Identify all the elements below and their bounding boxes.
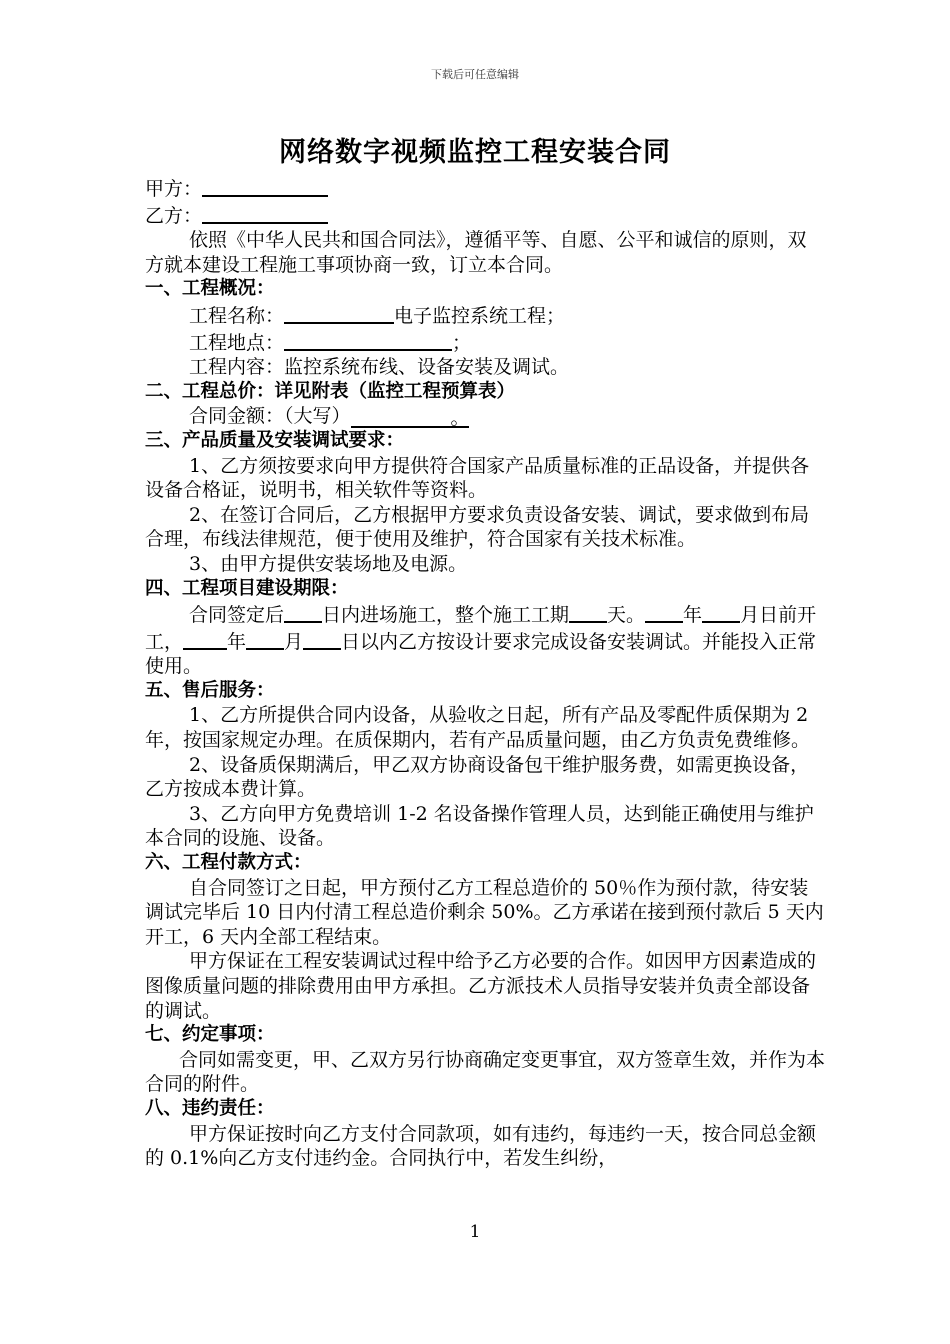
section-6-paragraph-2: 甲方保证在工程安装调试过程中给予乙方必要的合作。如因甲方因素造成的图像质量问题的排除费用由甲方承担。乙方派技术人员指导安装并负责全部设备的调试。 [145, 950, 817, 1022]
section-7-heading: 七、约定事项： [145, 1024, 275, 1046]
party-a-line [145, 175, 825, 202]
entry-days-blank [284, 601, 322, 623]
section-5-paragraph-3: 3、乙方向甲方免费培训 1-2 名设备操作管理人员，达到能正确使用与维护本合同的设施、设备。 [145, 802, 814, 850]
finish-day-blank [303, 628, 341, 650]
page-number: 1 [469, 1222, 481, 1242]
duration-days-blank [569, 601, 607, 623]
schedule-text-2: 日内进场施工，整个施工工期 [322, 604, 570, 627]
schedule-text-5: 月日前开工， [145, 604, 817, 653]
project-location-blank [284, 329, 452, 351]
section-4-paragraph [145, 601, 825, 679]
section-1-heading: 一、工程概况： [145, 278, 275, 300]
project-location-label: 工程地点： [189, 331, 285, 354]
project-name-label: 工程名称： [189, 304, 285, 327]
section-5-heading: 五、售后服务： [145, 679, 275, 701]
section-8-heading: 八、违约责任： [145, 1097, 275, 1119]
section-5-paragraph-2: 2、设备质保期满后，甲乙双方协商设备包干维护服务费，如需更换设备，乙方按成本费计算。 [145, 753, 810, 801]
section-2-heading: 二、工程总价：详见附表（监控工程预算表） [145, 380, 516, 402]
contract-amount-end: 。 [450, 407, 470, 430]
section-5-paragraph-1: 1、乙方所提供合同内设备，从验收之日起，所有产品及零配件质保期为 2 年，按国家规定办理。在质保期内，若有产品质量问题，由乙方负责免费维修。 [145, 704, 811, 752]
page-header: 下载后可任意编辑 [431, 68, 519, 81]
section-4-heading: 四、工程项目建设期限： [145, 577, 349, 599]
schedule-text-7: 月 [284, 630, 304, 653]
party-a-label: 甲方： [145, 178, 203, 200]
party-a-blank [202, 175, 328, 197]
section-7-paragraph: 合同如需变更，甲、乙双方另行协商确定变更事宜，双方签章生效，并作为本合同的附件。 [145, 1048, 826, 1096]
schedule-text-8: 日以内乙方按设计要求完成设备安装调试。并能投入正常使用。 [145, 630, 817, 678]
schedule-text-6: 年 [227, 630, 247, 653]
contract-amount-label: 合同金额：（大写） [189, 405, 351, 428]
project-name-blank [284, 302, 394, 324]
section-6-heading: 六、工程付款方式： [145, 852, 312, 874]
section-3-paragraph-2: 2、在签订合同后，乙方根据甲方要求负责设备安装、调试，要求做到布局合理，布线法律规范，便于使用及维护，符合国家有关技术标准。 [145, 503, 810, 551]
schedule-text-1: 合同签定后 [189, 604, 285, 627]
party-b-blank [202, 202, 328, 224]
section-8-paragraph: 甲方保证按时向乙方支付合同款项，如有违约，每违约一天，按合同总金额的 0.1%向乙方支付违约金。合同执行中，若发生纠纷， [145, 1122, 817, 1170]
section-3-paragraph-1: 1、乙方须按要求向甲方提供符合国家产品质量标准的正品设备，并提供各设备合格证，说明书，相关软件等资料。 [145, 454, 810, 502]
finish-year-blank [183, 628, 227, 650]
project-name-value: 电子监控系统工程； [394, 304, 566, 327]
project-name-line [145, 302, 825, 329]
schedule-text-3: 天。 [607, 604, 646, 627]
contract-amount-blank [351, 406, 469, 428]
schedule-text-4: 年 [683, 604, 703, 627]
section-3-heading: 三、产品质量及安装调试要求： [145, 429, 405, 451]
party-b-line [145, 202, 825, 229]
finish-month-blank [246, 628, 284, 650]
party-b-label: 乙方： [145, 204, 203, 227]
start-month-blank [702, 601, 740, 623]
contract-body [145, 175, 825, 1171]
project-location-end: ； [452, 331, 472, 354]
section-6-paragraph-1: 自合同签订之日起，甲方预付乙方工程总造价的 50％作为预付款，待安装调试完毕后 10 日内付清工程总造价剩余 50%。乙方承诺在接到预付款后 5 天内开工，6 天内全部工程结束。 [145, 876, 824, 948]
project-content-line: 工程内容：监控系统布线、设备安装及调试。 [189, 356, 570, 379]
project-location-line [145, 329, 825, 356]
start-year-blank [645, 601, 683, 623]
contract-amount-line [145, 404, 825, 429]
section-3-paragraph-3: 3、由甲方提供安装场地及电源。 [189, 552, 468, 575]
intro-paragraph: 依照《中华人民共和国合同法》，遵循平等、自愿、公平和诚信的原则，双方就本建设工程施工事项协商一致，订立本合同。 [145, 229, 807, 276]
document-title: 网络数字视频监控工程安装合同 [279, 137, 671, 168]
